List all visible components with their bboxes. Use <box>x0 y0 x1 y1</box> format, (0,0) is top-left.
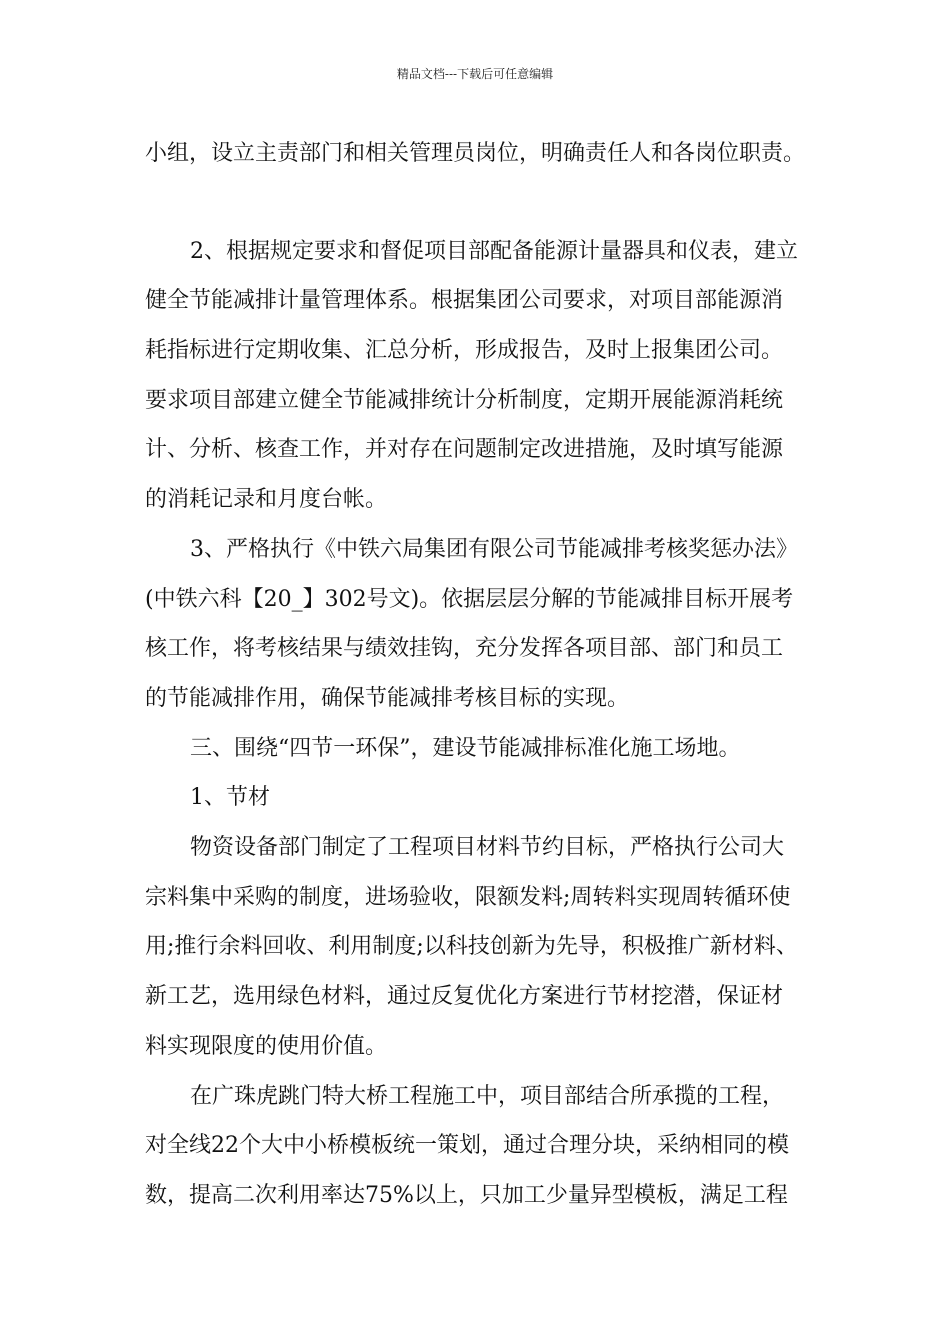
text-line: 在广珠虎跳门特大桥工程施工中，项目部结合所承揽的工程， <box>190 1084 785 1109</box>
section-heading: 三、围绕“四节一环保”，建设节能减排标准化施工场地。 <box>190 736 741 761</box>
text-line: 料实现限度的使用价值。 <box>145 1034 388 1059</box>
text-line: 3、严格执行《中铁六局集团有限公司节能减排考核奖惩办法》 <box>190 537 798 562</box>
text-line: 要求项目部建立健全节能减排统计分析制度，定期开展能源消耗统 <box>145 388 784 413</box>
page-header: 精品文档---下载后可任意编辑 <box>396 67 554 81</box>
text-line: 核工作，将考核结果与绩效挂钩，充分发挥各项目部、部门和员工 <box>145 636 784 661</box>
text-line: 物资设备部门制定了工程项目材料节约目标，严格执行公司大 <box>190 835 785 860</box>
text-line: (中铁六科【20_】302号文)。依据层层分解的节能减排目标开展考 <box>145 587 794 612</box>
text-line: 的消耗记录和月度台帐。 <box>145 487 388 512</box>
text-line: 耗指标进行定期收集、汇总分析，形成报告，及时上报集团公司。 <box>145 338 784 363</box>
text-line: 2、根据规定要求和督促项目部配备能源计量器具和仪表，建立 <box>190 239 798 264</box>
text-line: 计、分析、核查工作，并对存在问题制定改进措施，及时填写能源 <box>145 437 784 462</box>
text-line: 健全节能减排计量管理体系。根据集团公司要求，对项目部能源消 <box>145 288 784 313</box>
text-line: 宗料集中采购的制度，进场验收，限额发料;周转料实现周转循环使 <box>145 885 791 910</box>
text-line: 新工艺，选用绿色材料，通过反复优化方案进行节材挖潜，保证材 <box>145 984 784 1009</box>
text-line: 用;推行余料回收、利用制度;以科技创新为先导，积极推广新材料、 <box>145 934 798 959</box>
text-line: 对全线22个大中小桥模板统一策划，通过合理分块，采纳相同的模 <box>145 1133 789 1158</box>
text-line: 小组，设立主责部门和相关管理员岗位，明确责任人和各岗位职责。 <box>145 141 806 166</box>
text-line: 数，提高二次利用率达75%以上，只加工少量异型模板，满足工程 <box>145 1183 788 1208</box>
subsection-heading: 1、节材 <box>190 785 270 810</box>
text-line: 的节能减排作用，确保节能减排考核目标的实现。 <box>145 686 630 711</box>
